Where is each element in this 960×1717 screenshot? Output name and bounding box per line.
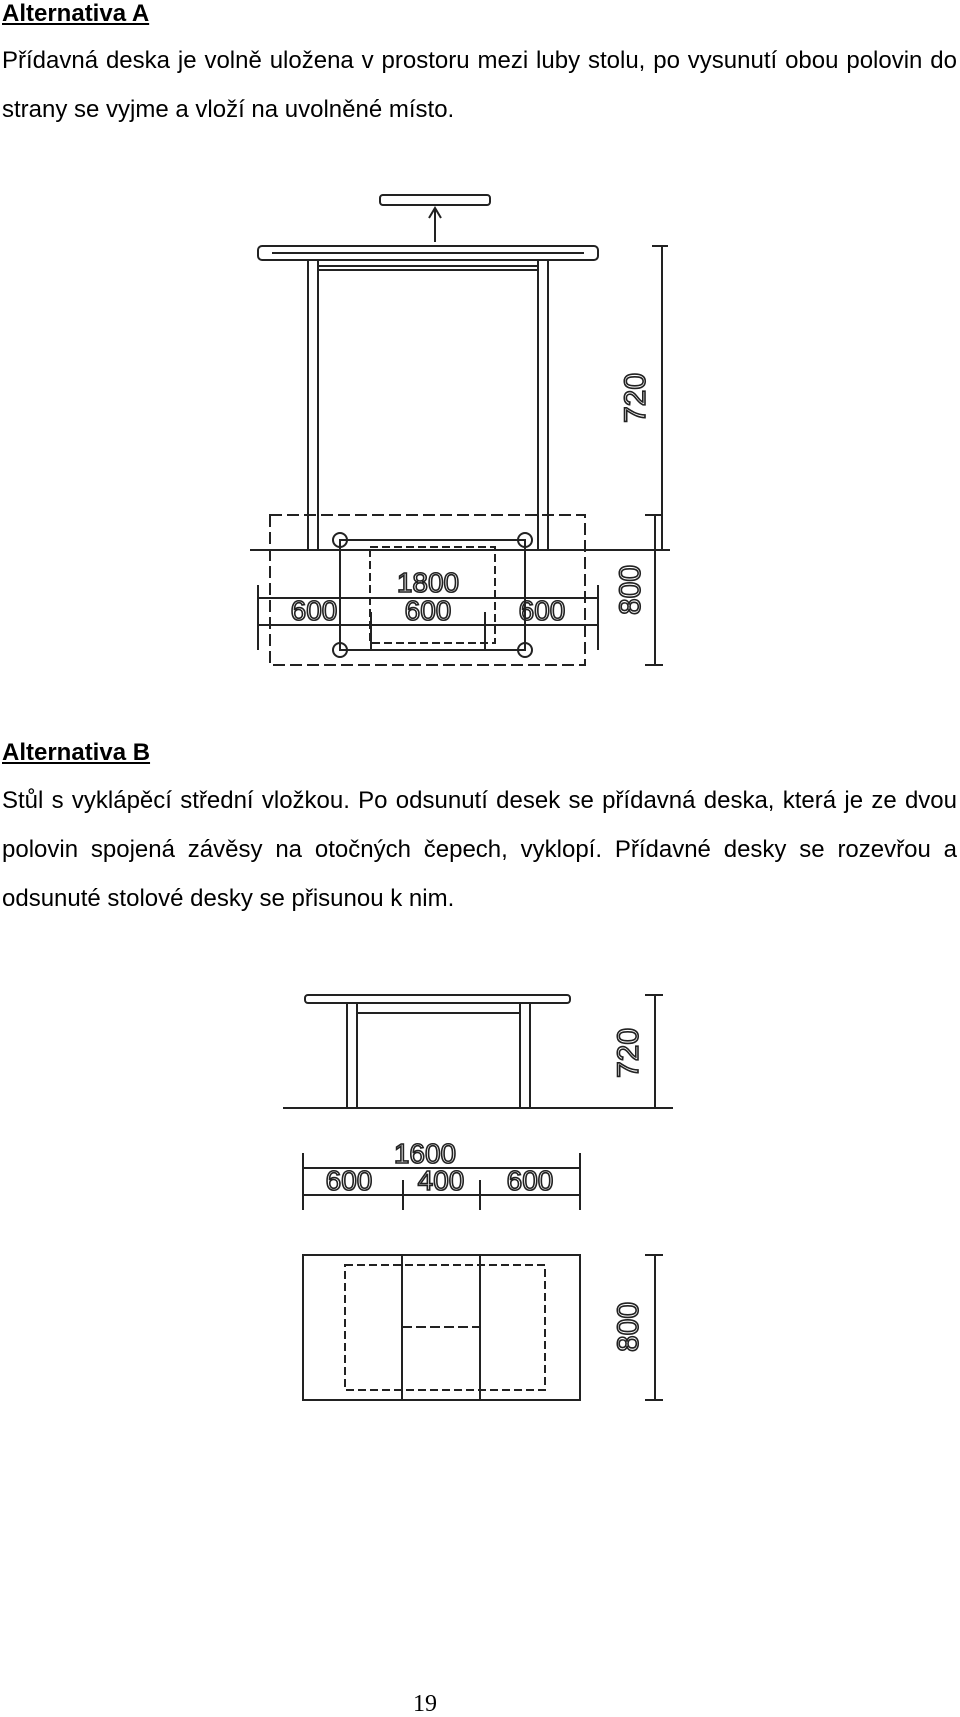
height-dim-a: 720 bbox=[619, 372, 652, 424]
table-leg-left-b bbox=[347, 1003, 357, 1108]
tabletop-side-b bbox=[305, 995, 570, 1003]
segment-dim-b-3: 600 bbox=[506, 1165, 554, 1196]
table-drawing-b bbox=[275, 985, 695, 1210]
table-leg-right-b bbox=[520, 1003, 530, 1108]
segment-dim-a-2: 600 bbox=[404, 595, 452, 626]
section-a-text: Přídavná deska je volně uložena v prostoru mezi luby stolu, po vysunutí obou polovin do strany se vyjme a vloží na uvolněné místo. bbox=[2, 47, 957, 123]
insert-board bbox=[380, 195, 490, 205]
segment-dim-b-1: 600 bbox=[325, 1165, 373, 1196]
segment-dim-a-3: 600 bbox=[518, 595, 566, 626]
plan-insert-dashed bbox=[370, 547, 495, 643]
height-dim-b: 720 bbox=[612, 1027, 645, 1079]
section-a-heading: Alternativa A bbox=[2, 0, 150, 27]
plan-b-svg bbox=[275, 1245, 695, 1410]
plan-frame bbox=[340, 540, 525, 650]
section-b-heading: Alternativa B bbox=[2, 739, 151, 766]
section-b-text: Stůl s vyklápěcí střední vložkou. Po odsunutí desek se přídavná deska, která je ze dvou polovin spojená závěsy na otočných čepech, vyklopí. Přídavné desky se rozevřou a odsunuté stolové desky se přisunou k nim. bbox=[2, 787, 957, 912]
total-width-dim-a: 1800 bbox=[396, 567, 460, 598]
table-plan-a bbox=[250, 505, 710, 675]
depth-dim-b: 800 bbox=[612, 1301, 645, 1353]
total-width-dim-b: 1600 bbox=[393, 1138, 457, 1169]
table-plan-b bbox=[275, 1245, 695, 1410]
segment-dim-a-1: 600 bbox=[290, 595, 338, 626]
segment-dim-b-2: 400 bbox=[417, 1165, 465, 1196]
depth-dim-a: 800 bbox=[614, 564, 647, 616]
plan-a-svg bbox=[250, 505, 710, 675]
drawing-b-svg bbox=[275, 985, 695, 1210]
page-number: 19 bbox=[413, 1691, 437, 1717]
